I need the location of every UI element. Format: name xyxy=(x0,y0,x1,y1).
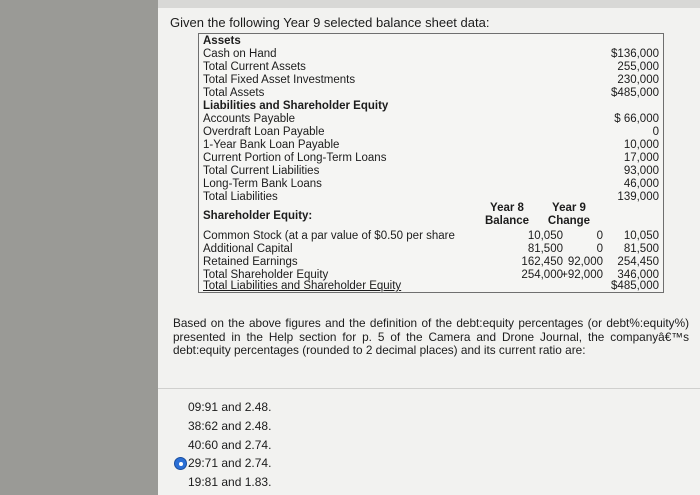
equity-label: Total Shareholder Equity xyxy=(203,269,329,281)
equity-year9: 10,050 xyxy=(623,230,659,242)
asset-label: Total Fixed Asset Investments xyxy=(203,74,356,86)
asset-label: Total Current Assets xyxy=(203,61,306,73)
equity-year9: 346,000 xyxy=(617,269,659,281)
equity-heading: Shareholder Equity: xyxy=(203,210,313,222)
asset-value: $485,000 xyxy=(611,87,659,99)
answer-label: 29:71 and 2.74. xyxy=(188,456,272,470)
question-title: Given the following Year 9 selected balance sheet data: xyxy=(170,15,490,30)
liability-label: Total Current Liabilities xyxy=(203,165,320,177)
liability-label: Long-Term Bank Loans xyxy=(203,178,322,190)
total-liabilities-equity-value: $485,000 xyxy=(611,280,659,292)
asset-value: $136,000 xyxy=(611,48,659,60)
equity-change: 92,000 xyxy=(567,256,603,268)
equity-change: 0 xyxy=(596,243,603,255)
asset-value: 230,000 xyxy=(617,74,659,86)
liability-value: 139,000 xyxy=(617,191,659,203)
liability-label: Total Liabilities xyxy=(203,191,278,203)
year9-header: Change xyxy=(547,215,591,227)
question-text: Based on the above figures and the definition of the debt:equity percentages (or debt%:equity%) presented in the Help section for p. 5 of the Camera and Drone Journal, the companyâ€™s debt:equity percentages (rounded to 2 decimal places) and its current ratio are: xyxy=(173,316,689,357)
equity-year9: 81,500 xyxy=(623,243,659,255)
liability-label: Current Portion of Long-Term Loans xyxy=(203,152,387,164)
divider xyxy=(158,388,700,389)
equity-year8: 10,050 xyxy=(527,230,563,242)
equity-year8: 81,500 xyxy=(527,243,563,255)
answer-option[interactable] xyxy=(188,400,271,414)
total-liabilities-equity-label: Total Liabilities and Shareholder Equity xyxy=(203,280,402,292)
asset-label: Cash on Hand xyxy=(203,48,277,60)
liability-value: 93,000 xyxy=(623,165,659,177)
answer-option[interactable] xyxy=(188,419,271,433)
liability-label: Accounts Payable xyxy=(203,113,296,125)
liability-value: 46,000 xyxy=(623,178,659,190)
equity-change: 0 xyxy=(596,230,603,242)
equity-label: Common Stock (at a par value of $0.50 per share xyxy=(203,230,455,242)
year8-header: Balance xyxy=(484,215,530,227)
assets-heading: Assets xyxy=(203,35,241,47)
asset-label: Total Assets xyxy=(203,87,265,99)
asset-value: 255,000 xyxy=(617,61,659,73)
liability-label: Overdraft Loan Payable xyxy=(203,126,325,138)
equity-year8: 162,450 xyxy=(521,256,563,268)
liability-value: $ 66,000 xyxy=(614,113,659,125)
liability-label: 1-Year Bank Loan Payable xyxy=(203,139,340,151)
equity-label: Retained Earnings xyxy=(203,256,298,268)
question-page xyxy=(158,0,700,495)
liability-value: 0 xyxy=(652,126,659,138)
equity-year9: 254,450 xyxy=(617,256,659,268)
liability-value: 10,000 xyxy=(623,139,659,151)
answer-label: 40:60 and 2.74. xyxy=(188,438,272,452)
year8-header: Year 8 xyxy=(490,202,524,214)
balance-sheet-table xyxy=(198,33,664,293)
equity-change: +92,000 xyxy=(561,269,603,281)
equity-label: Additional Capital xyxy=(203,243,293,255)
answer-label: 09:91 and 2.48. xyxy=(188,400,272,414)
answer-label: 19:81 and 1.83. xyxy=(188,475,272,489)
liability-value: 17,000 xyxy=(623,152,659,164)
answer-option-selected[interactable] xyxy=(188,456,271,470)
answer-option[interactable] xyxy=(188,438,271,452)
year9-header: Year 9 xyxy=(552,202,586,214)
answer-option[interactable] xyxy=(188,475,271,489)
radio-selected-icon[interactable] xyxy=(174,457,187,470)
liabilities-heading: Liabilities and Shareholder Equity xyxy=(203,100,389,112)
answer-label: 38:62 and 2.48. xyxy=(188,419,272,433)
equity-year8: 254,000 xyxy=(521,269,563,281)
